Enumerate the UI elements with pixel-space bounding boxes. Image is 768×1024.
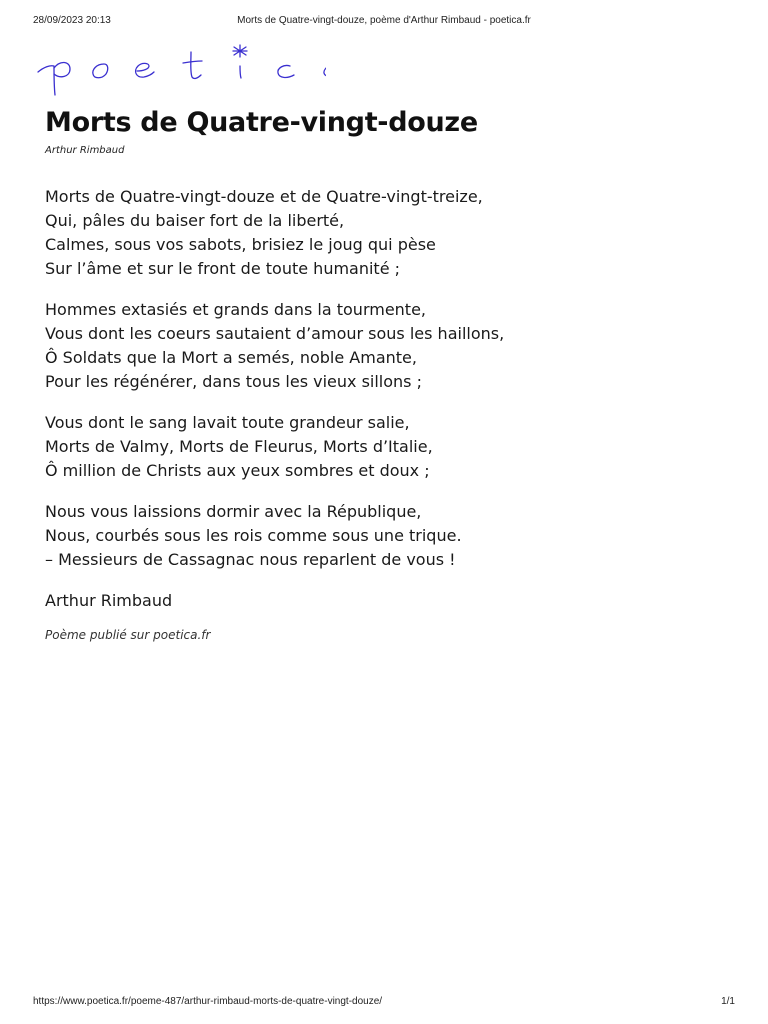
print-date: 28/09/2023 20:13 <box>33 15 111 26</box>
poem-line: Vous dont les coeurs sautaient d’amour sous les haillons, <box>45 324 505 343</box>
print-page-number: 1/1 <box>721 996 735 1007</box>
print-header <box>33 15 735 29</box>
stanza <box>45 411 735 483</box>
poem-line: Nous vous laissions dormir avec la République, <box>45 502 422 521</box>
stanza <box>45 185 735 281</box>
poem-line: – Messieurs de Cassagnac nous reparlent de vous ! <box>45 550 456 569</box>
print-page-title: Morts de Quatre-vingt-douze, poème d'Arthur Rimbaud - poetica.fr <box>237 15 531 26</box>
poem-line: Hommes extasiés et grands dans la tourmente, <box>45 300 427 319</box>
poem-line: Qui, pâles du baiser fort de la liberté, <box>45 211 345 230</box>
poem-line: Vous dont le sang lavait toute grandeur salie, <box>45 413 410 432</box>
poem-line: Pour les régénérer, dans tous les vieux sillons ; <box>45 372 422 391</box>
poem-line: Calmes, sous vos sabots, brisiez le joug qui pèse <box>45 235 436 254</box>
poetica-logo[interactable] <box>36 42 326 98</box>
poem-line: Morts de Quatre-vingt-douze et de Quatre-vingt-treize, <box>45 187 483 206</box>
poem-author-link[interactable]: Arthur Rimbaud <box>45 145 125 156</box>
poem-title: Morts de Quatre-vingt-douze <box>45 107 478 138</box>
poem-line: Ô million de Christs aux yeux sombres et doux ; <box>45 461 430 480</box>
poetica-logo-script <box>36 42 326 98</box>
print-url: https://www.poetica.fr/poeme-487/arthur-rimbaud-morts-de-quatre-vingt-douze/ <box>33 996 383 1007</box>
stanza <box>45 500 735 572</box>
stanza <box>45 298 735 394</box>
poem-body <box>45 185 735 642</box>
print-footer <box>33 996 735 1010</box>
poem-line: Sur l’âme et sur le front de toute humanité ; <box>45 259 401 278</box>
poem-line: Ô Soldats que la Mort a semés, noble Amante, <box>45 348 417 367</box>
poem-signature: Arthur Rimbaud <box>45 591 173 610</box>
poem-line: Morts de Valmy, Morts de Fleurus, Morts d’Italie, <box>45 437 433 456</box>
poem-line: Nous, courbés sous les rois comme sous une trique. <box>45 526 462 545</box>
published-note: Poème publié sur poetica.fr <box>45 628 211 642</box>
